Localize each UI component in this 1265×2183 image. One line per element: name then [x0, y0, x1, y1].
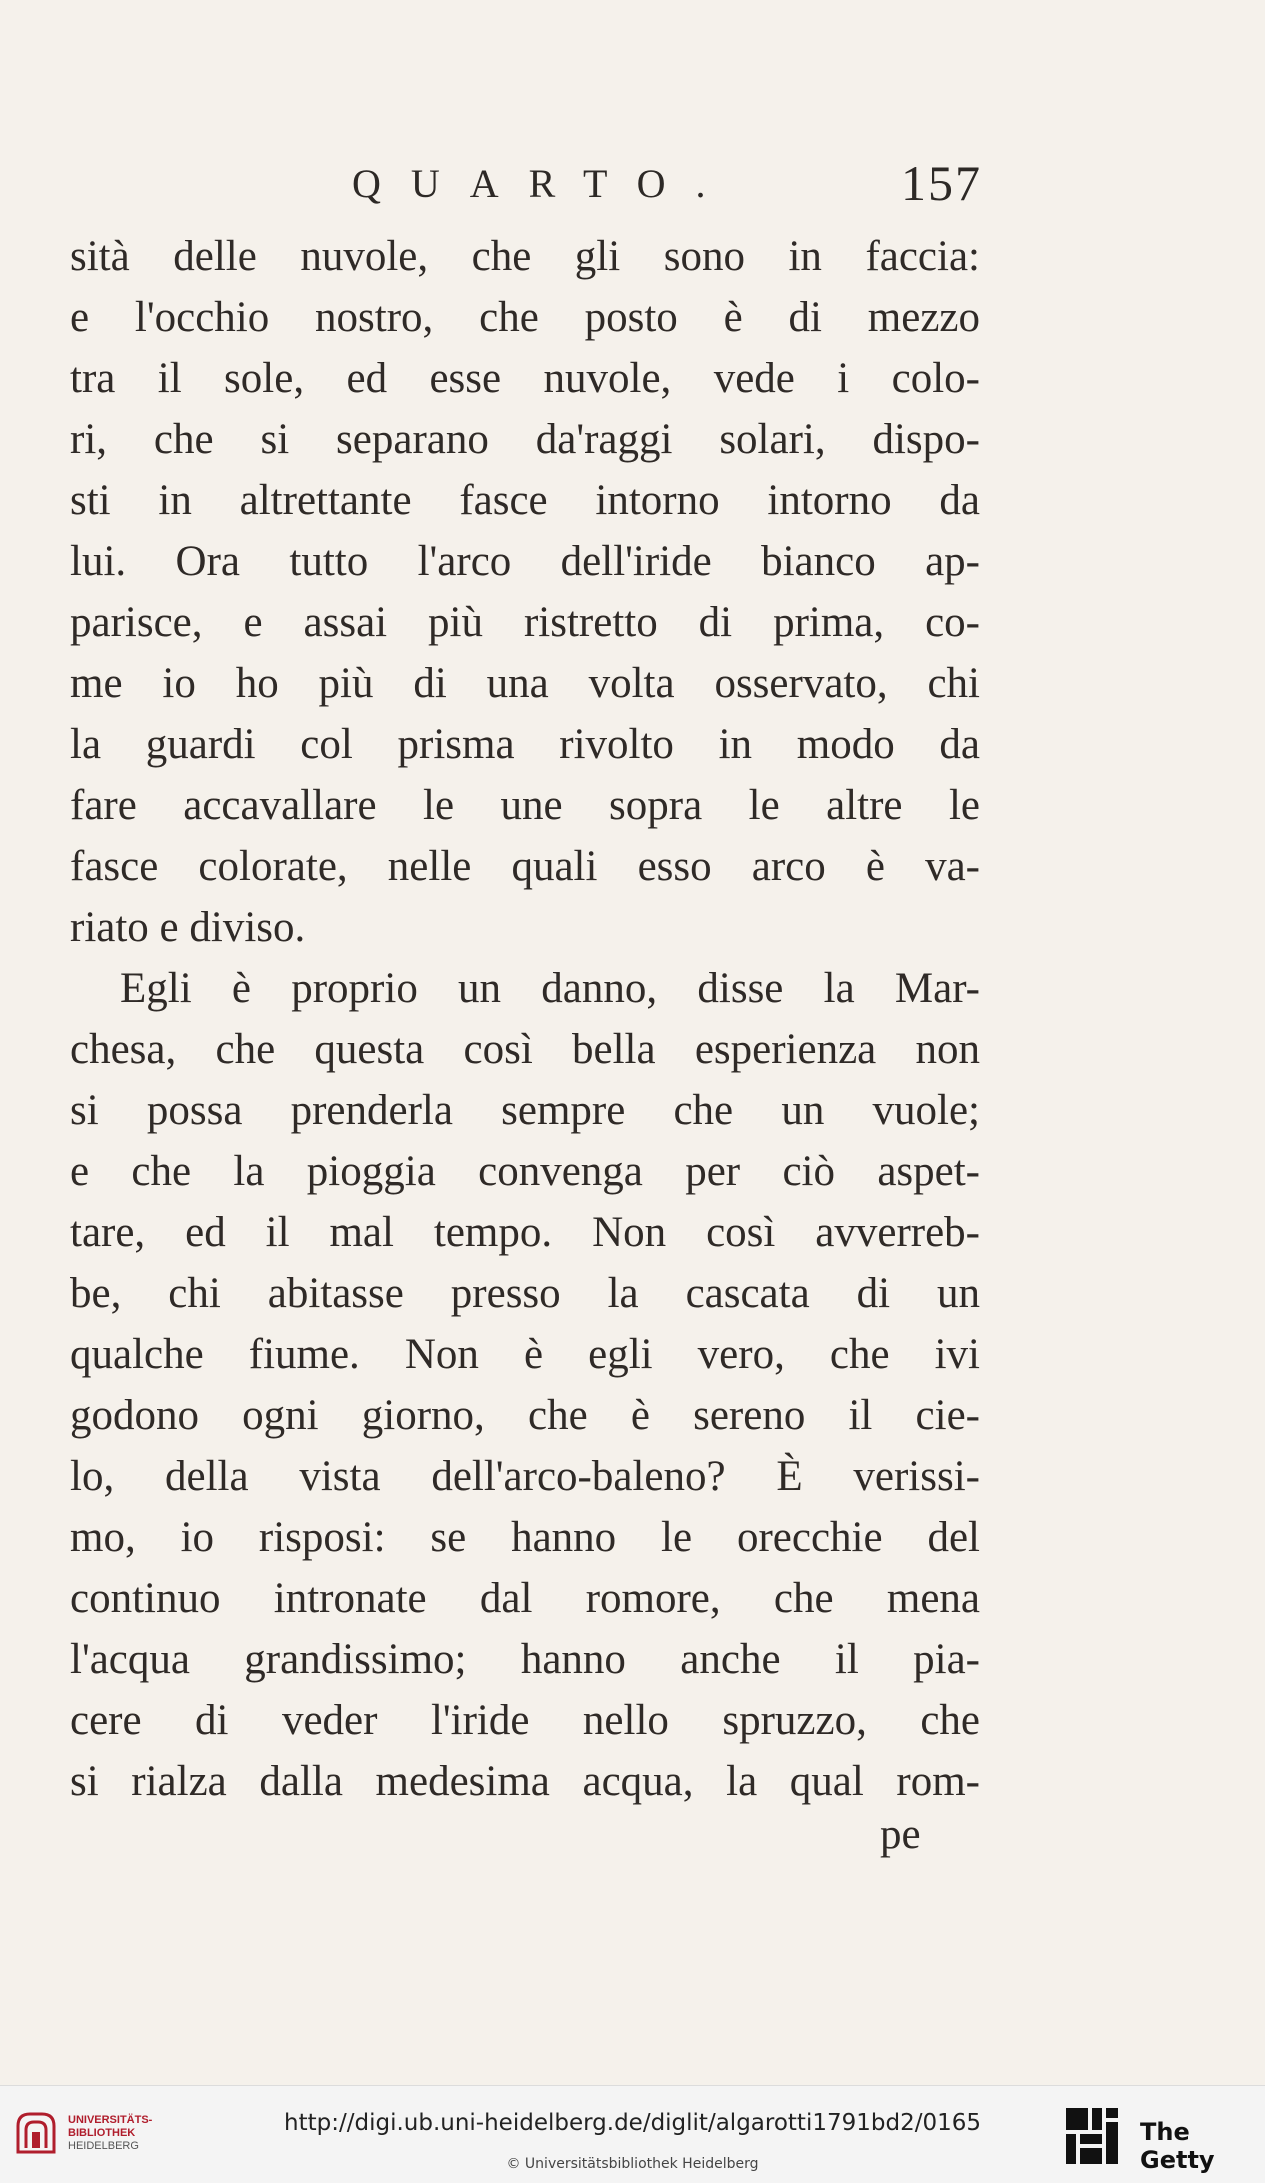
- university-line-3: HEIDELBERG: [68, 2140, 139, 2152]
- text-line: tare, ed il mal tempo. Non così avverreb-: [70, 1209, 980, 1256]
- university-line-2: BIBLIOTHEK: [68, 2127, 136, 2139]
- text-line: sti in altrettante fasce intorno intorno da: [70, 477, 980, 524]
- catchword: pe: [880, 1811, 921, 1858]
- text-line: riato e diviso.: [70, 904, 306, 951]
- text-line: godono ogni giorno, che è sereno il cie-: [70, 1392, 980, 1439]
- page-header: [352, 155, 982, 220]
- text-line: be, chi abitasse presso la cascata di un: [70, 1270, 980, 1317]
- text-line: ri, che si separano da'raggi solari, dispo-: [70, 416, 980, 463]
- text-line: continuo intronate dal romore, che mena: [70, 1575, 980, 1622]
- page-number: 157: [901, 155, 982, 211]
- text-line: cere di veder l'iride nello spruzzo, che: [70, 1697, 980, 1744]
- text-line: e l'occhio nostro, che posto è di mezzo: [70, 294, 980, 341]
- getty-logo-icon[interactable]: [1062, 2104, 1122, 2170]
- text-line: qualche fiume. Non è egli vero, che ivi: [70, 1331, 980, 1378]
- running-head: QUARTO.: [352, 161, 736, 206]
- text-line: si possa prenderla sempre che un vuole;: [70, 1087, 980, 1134]
- text-line: tra il sole, ed esse nuvole, vede i colo-: [70, 355, 980, 402]
- text-line: parisce, e assai più ristretto di prima, co-: [70, 599, 980, 646]
- text-line: fasce colorate, nelle quali esso arco è va-: [70, 843, 980, 890]
- body-text: [70, 226, 980, 1812]
- permalink-url[interactable]: http://digi.ub.uni-heidelberg.de/diglit/algarotti1791bd2/0165: [284, 2110, 981, 2136]
- text-line: Egli è proprio un danno, disse la Mar-: [120, 965, 980, 1012]
- university-line-1: UNIVERSITÄTS-: [68, 2114, 153, 2126]
- text-line: fare accavallare le une sopra le altre le: [70, 782, 980, 829]
- text-line: la guardi col prisma rivolto in modo da: [70, 721, 980, 768]
- text-line: sità delle nuvole, che gli sono in faccia:: [70, 233, 980, 280]
- text-line: me io ho più di una volta osservato, chi: [70, 660, 980, 707]
- getty-label: The Getty: [1140, 2118, 1215, 2174]
- text-line: si rialza dalla medesima acqua, la qual rom-: [70, 1758, 980, 1805]
- text-line: l'acqua grandissimo; hanno anche il pia-: [70, 1636, 980, 1683]
- text-line: mo, io risposi: se hanno le orecchie del: [70, 1514, 980, 1561]
- viewer-footer: [0, 2085, 1265, 2183]
- text-line: chesa, che questa così bella esperienza non: [70, 1026, 980, 1073]
- text-line: lo, della vista dell'arco-baleno? È verissi-: [70, 1453, 980, 1500]
- text-line: e che la pioggia convenga per ciò aspet-: [70, 1148, 980, 1195]
- copyright-notice: © Universitätsbibliothek Heidelberg: [506, 2156, 759, 2172]
- text-line: lui. Ora tutto l'arco dell'iride bianco ap-: [70, 538, 980, 585]
